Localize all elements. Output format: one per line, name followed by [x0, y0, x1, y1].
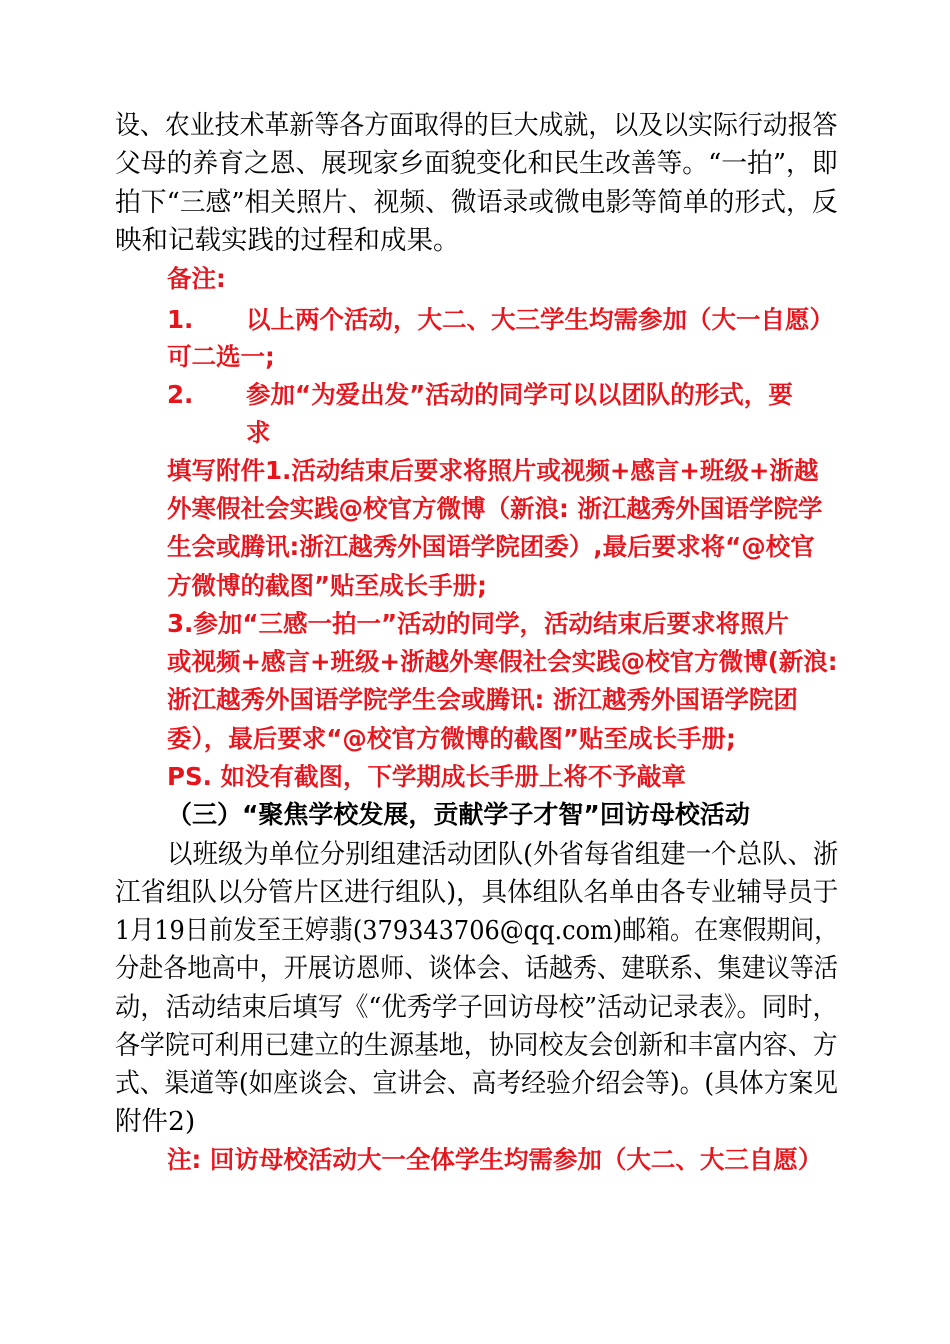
section3-line8: 附件2) [115, 1106, 196, 1137]
note-item3-line1: 3.参加“三感一拍一”活动的同学，活动结束后要求将照片 [167, 609, 790, 638]
note-item3-line2: 或视频+感言+班级+浙越外寒假社会实践@校官方微博(新浪: [167, 647, 838, 676]
section3-note: 注: 回访母校活动大一全体学生均需参加（大二、大三自愿） [167, 1145, 823, 1174]
para1-line3: 拍下“三感”相关照片、视频、微语录或微电影等简单的形式，反 [115, 187, 838, 218]
note-item3-line3: 浙江越秀外国语学院学生会或腾讯: 浙江越秀外国语学院团 [167, 685, 798, 714]
note-title: 备注: [167, 264, 226, 293]
note-item2-number: 2. [167, 380, 194, 409]
note-item2-line4: 外寒假社会实践@校官方微博（新浪: 浙江越秀外国语学院学 [167, 494, 823, 523]
section3-line5: 动，活动结束后填写《“优秀学子回访母校”活动记录表》。同时， [115, 992, 838, 1023]
note-item1-line1: 以上两个活动，大二、大三学生均需参加（大一自愿） [246, 305, 834, 334]
section3-line3: 1月19日前发至王婷翡(379343706@qq.com)邮箱。在寒假期间， [115, 915, 839, 946]
para1-line4: 映和记载实践的过程和成果。 [115, 225, 460, 256]
note-item1-line2: 可二选一; [167, 342, 275, 371]
note-item1-number: 1. [167, 305, 194, 334]
note-item3-line4: 委），最后要求“@校官方微博的截图”贴至成长手册; [167, 724, 736, 753]
note-item2-line3: 填写附件1.活动结束后要求将照片或视频+感言+班级+浙越 [167, 456, 819, 485]
section3-heading: （三）“聚焦学校发展，贡献学子才智”回访母校活动 [167, 800, 750, 829]
section3-line4: 分赴各地高中，开展访恩师、谈体会、话越秀、建联系、集建议等活 [115, 953, 838, 984]
section3-line2: 江省组队以分管片区进行组队)，具体组队名单由各专业辅导员于 [115, 877, 839, 908]
section3-line7: 式、渠道等(如座谈会、宣讲会、高考经验介绍会等)。(具体方案见 [115, 1068, 839, 1099]
note-item2-line1: 参加“为爱出发”活动的同学可以以团队的形式，要 [246, 380, 793, 409]
para1-line1: 设、农业技术革新等各方面取得的巨大成就，以及以实际行动报答 [115, 110, 838, 141]
note-item2-line6: 方微博的截图”贴至成长手册; [167, 571, 487, 600]
note-item2-line2: 求 [246, 418, 271, 447]
para1-line2: 父母的养育之恩、展现家乡面貌变化和民生改善等。“一拍”，即 [115, 148, 838, 179]
section3-line1: 以班级为单位分别组建活动团队(外省每省组建一个总队、浙 [167, 839, 839, 870]
note-ps: PS. 如没有截图，下学期成长手册上将不予敲章 [167, 762, 686, 791]
section3-line6: 各学院可利用已建立的生源基地，协同校友会创新和丰富内容、方 [115, 1030, 838, 1061]
note-item2-line5: 生会或腾讯:浙江越秀外国语学院团委）,最后要求将“@校官 [167, 532, 815, 561]
